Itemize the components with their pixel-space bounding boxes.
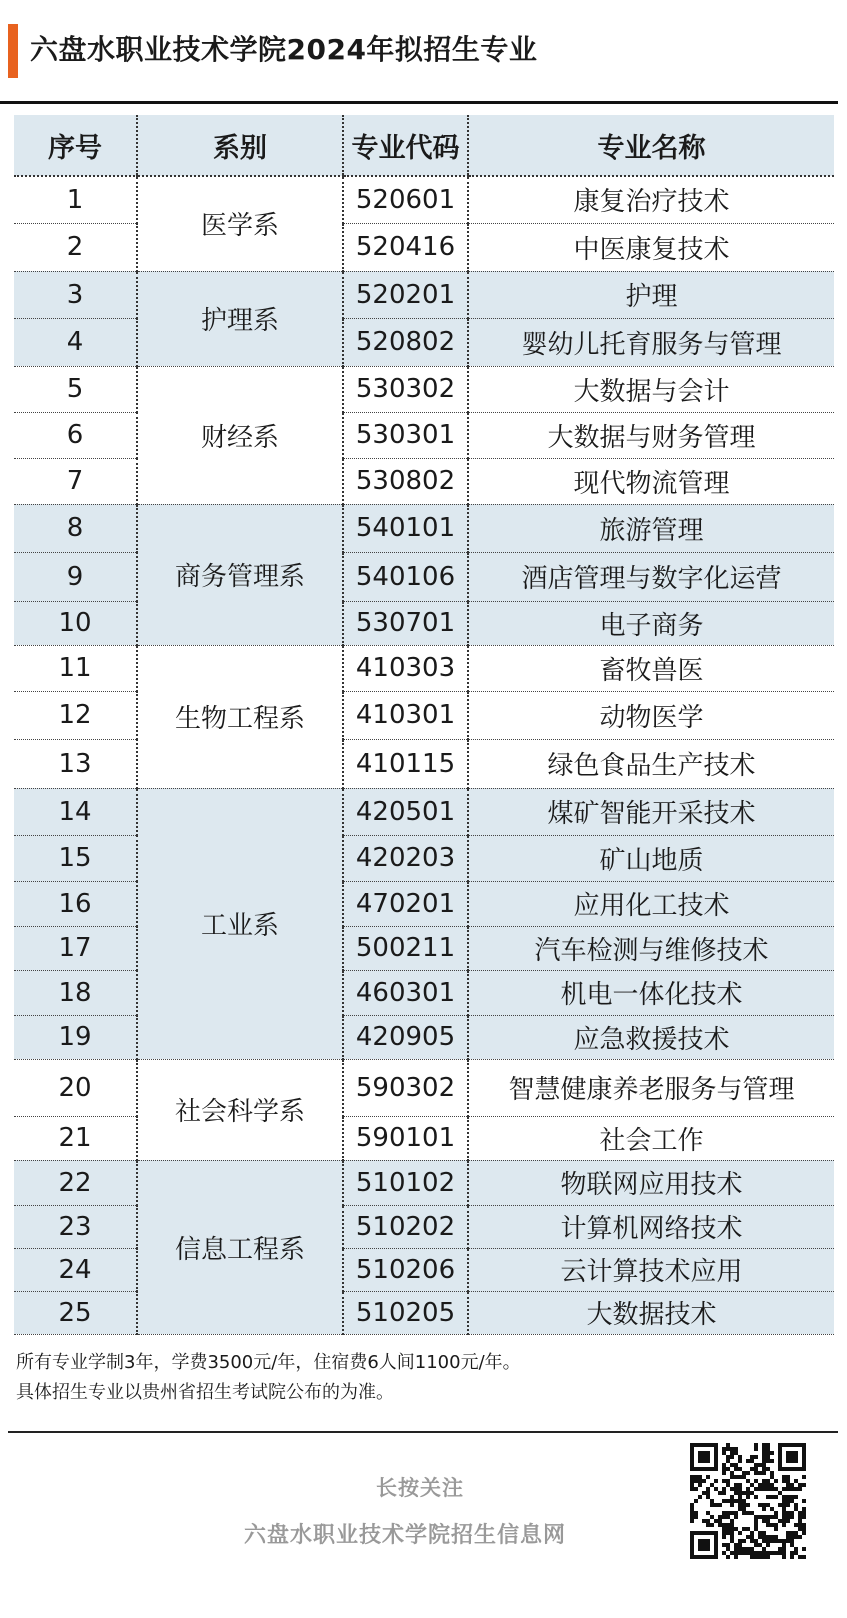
cell-name: 畜牧兽医	[468, 645, 834, 691]
cell-no: 5	[14, 366, 137, 412]
table-row	[14, 366, 834, 412]
cell-dept: 生物工程系	[137, 645, 343, 788]
col-header-name: 专业名称	[468, 115, 834, 176]
cell-no: 1	[14, 176, 137, 223]
table-row	[14, 176, 834, 223]
cell-code: 530802	[343, 458, 468, 504]
title-divider	[0, 101, 838, 104]
cell-no: 24	[14, 1248, 137, 1291]
col-header-code: 专业代码	[343, 115, 468, 176]
col-header-dept: 系别	[137, 115, 343, 176]
cell-no: 21	[14, 1116, 137, 1160]
cell-name: 应急救援技术	[468, 1015, 834, 1059]
cell-name: 大数据技术	[468, 1291, 834, 1334]
cell-name: 汽车检测与维修技术	[468, 926, 834, 970]
table-row	[14, 1160, 834, 1205]
cell-code: 520601	[343, 176, 468, 223]
cell-no: 19	[14, 1015, 137, 1059]
table-row	[14, 645, 834, 691]
note-line: 所有专业学制3年，学费3500元/年，住宿费6人间1100元/年。	[16, 1352, 521, 1373]
cell-code: 520802	[343, 318, 468, 366]
page-title: 六盘水职业技术学院2024年拟招生专业	[30, 33, 538, 66]
cell-code: 510206	[343, 1248, 468, 1291]
cell-name: 智慧健康养老服务与管理	[468, 1059, 834, 1116]
cell-name: 计算机网络技术	[468, 1205, 834, 1248]
cell-code: 410115	[343, 739, 468, 788]
cell-no: 13	[14, 739, 137, 788]
table-header-row	[14, 115, 834, 176]
cell-code: 460301	[343, 970, 468, 1015]
cell-name: 社会工作	[468, 1116, 834, 1160]
cell-dept: 财经系	[137, 366, 343, 504]
cell-no: 9	[14, 552, 137, 601]
cell-no: 18	[14, 970, 137, 1015]
cell-code: 520201	[343, 271, 468, 318]
cell-no: 8	[14, 504, 137, 552]
cell-code: 420501	[343, 788, 468, 835]
cell-no: 17	[14, 926, 137, 970]
cell-name: 动物医学	[468, 691, 834, 739]
cell-name: 绿色食品生产技术	[468, 739, 834, 788]
cell-no: 22	[14, 1160, 137, 1205]
cell-name: 矿山地质	[468, 835, 834, 881]
cell-code: 590101	[343, 1116, 468, 1160]
cell-dept: 信息工程系	[137, 1160, 343, 1334]
cell-name: 现代物流管理	[468, 458, 834, 504]
cell-code: 540106	[343, 552, 468, 601]
cell-no: 7	[14, 458, 137, 504]
cell-name: 旅游管理	[468, 504, 834, 552]
cell-name: 物联网应用技术	[468, 1160, 834, 1205]
cell-name: 康复治疗技术	[468, 176, 834, 223]
table-body	[14, 176, 834, 1334]
cell-dept: 医学系	[137, 176, 343, 271]
majors-table	[14, 115, 834, 1335]
cell-name: 电子商务	[468, 601, 834, 645]
table-row	[14, 788, 834, 835]
note-line: 具体招生专业以贵州省招生考试院公布的为准。	[16, 1382, 394, 1403]
cell-no: 3	[14, 271, 137, 318]
cell-no: 20	[14, 1059, 137, 1116]
cell-name: 应用化工技术	[468, 881, 834, 926]
cell-name: 云计算技术应用	[468, 1248, 834, 1291]
cell-name: 中医康复技术	[468, 223, 834, 271]
cell-code: 530301	[343, 412, 468, 458]
cell-no: 16	[14, 881, 137, 926]
cell-code: 540101	[343, 504, 468, 552]
cell-name: 煤矿智能开采技术	[468, 788, 834, 835]
cell-code: 520416	[343, 223, 468, 271]
page-header	[0, 0, 847, 104]
cell-no: 14	[14, 788, 137, 835]
table-row	[14, 271, 834, 318]
cell-no: 6	[14, 412, 137, 458]
cell-dept: 商务管理系	[137, 504, 343, 645]
cell-no: 15	[14, 835, 137, 881]
cell-no: 11	[14, 645, 137, 691]
cell-code: 500211	[343, 926, 468, 970]
col-header-no: 序号	[14, 115, 137, 176]
cell-code: 410301	[343, 691, 468, 739]
cell-code: 510102	[343, 1160, 468, 1205]
cell-code: 530302	[343, 366, 468, 412]
qr-code-icon[interactable]	[690, 1443, 806, 1559]
cell-dept: 工业系	[137, 788, 343, 1059]
cell-no: 4	[14, 318, 137, 366]
cell-name: 护理	[468, 271, 834, 318]
cell-code: 510202	[343, 1205, 468, 1248]
cell-name: 大数据与会计	[468, 366, 834, 412]
table-row	[14, 504, 834, 552]
cell-code: 510205	[343, 1291, 468, 1334]
site-name: 六盘水职业技术学院招生信息网	[243, 1523, 566, 1548]
title-accent-bar	[8, 24, 18, 78]
notes	[16, 1348, 521, 1408]
cell-code: 590302	[343, 1059, 468, 1116]
table-row	[14, 1059, 834, 1116]
cell-code: 410303	[343, 645, 468, 691]
cell-name: 大数据与财务管理	[468, 412, 834, 458]
cell-dept: 护理系	[137, 271, 343, 366]
cell-dept: 社会科学系	[137, 1059, 343, 1160]
cell-code: 470201	[343, 881, 468, 926]
cell-name: 酒店管理与数字化运营	[468, 552, 834, 601]
cell-name: 机电一体化技术	[468, 970, 834, 1015]
cell-code: 420203	[343, 835, 468, 881]
cell-no: 25	[14, 1291, 137, 1334]
cell-no: 2	[14, 223, 137, 271]
footer-divider	[8, 1431, 838, 1433]
cell-no: 12	[14, 691, 137, 739]
cell-no: 23	[14, 1205, 137, 1248]
follow-prompt: 长按关注	[376, 1476, 464, 1500]
cell-code: 420905	[343, 1015, 468, 1059]
cell-code: 530701	[343, 601, 468, 645]
cell-name: 婴幼儿托育服务与管理	[468, 318, 834, 366]
cell-no: 10	[14, 601, 137, 645]
